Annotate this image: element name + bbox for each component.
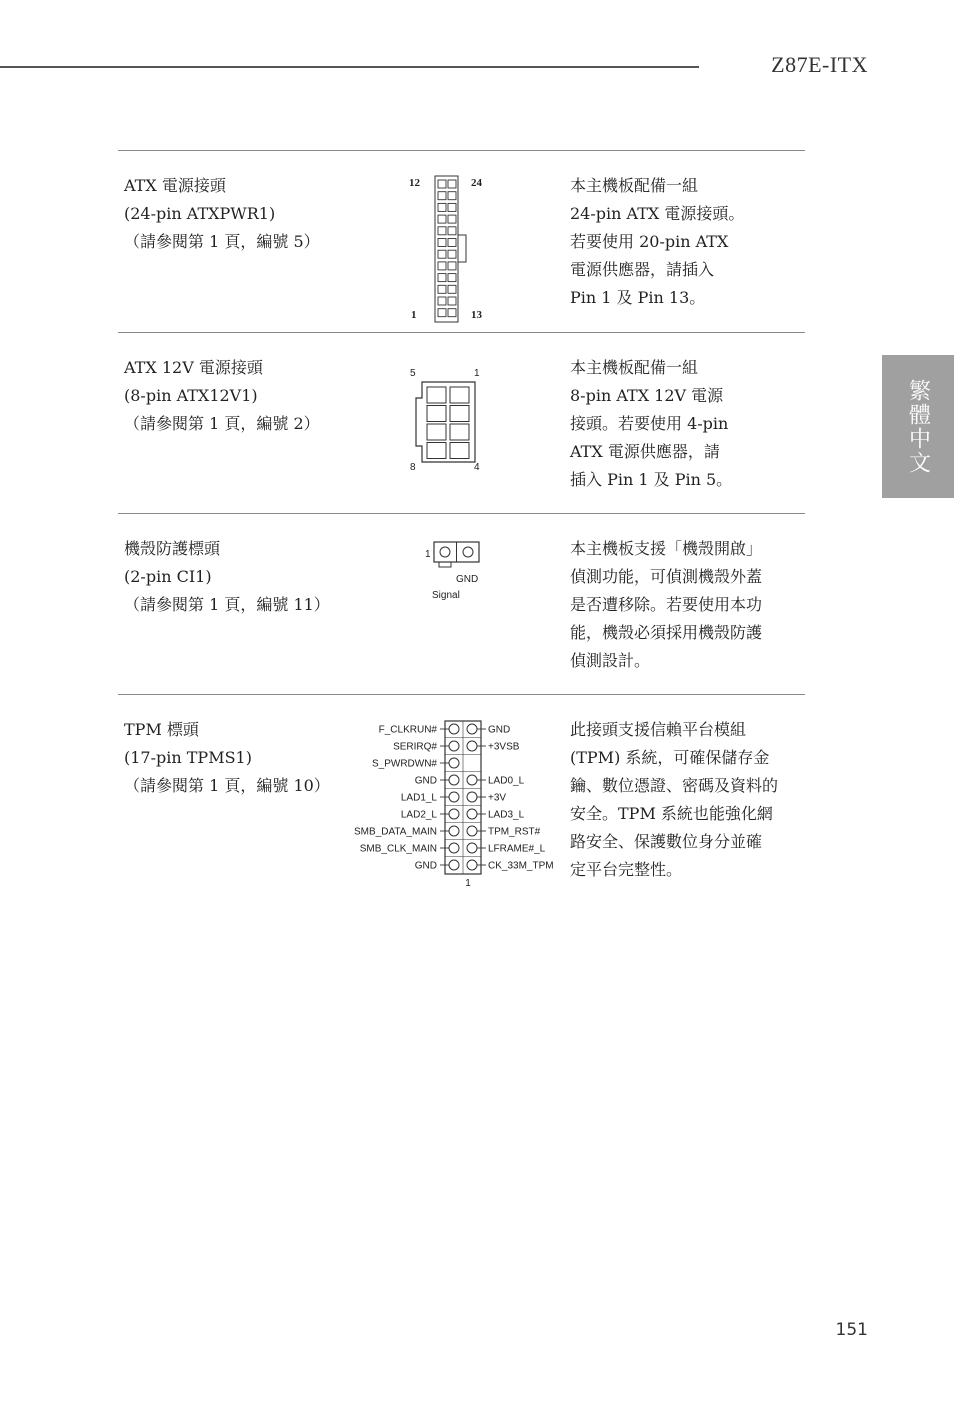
section-rule [118,513,805,514]
model-name: Z87E-ITX [771,52,868,77]
explanation-line: (TPM) 系統，可確保儲存金 [570,748,770,767]
connector-description [124,535,330,619]
pin-label-1: 1 [465,878,471,889]
pin-square [450,424,469,440]
connector-reference: （請參閱第 1 頁，編號 5） [124,232,320,251]
connector-explanation [570,716,802,884]
tpm-left-pin-label: LAD2_L [400,809,437,821]
explanation-line: 鑰、數位憑證、密碼及資料的 [570,776,779,795]
connector-description [124,354,320,438]
connector-latch [458,235,466,262]
section-rule [118,332,805,333]
explanation-line: 偵測功能，可偵測機殼外蓋 [570,567,763,586]
pin-circle [449,860,459,870]
pin-square [427,424,446,440]
pin-square [438,239,446,247]
chassis-intrusion-pin-diagram [424,539,504,609]
signal-lead [439,562,451,567]
pin-square [438,309,446,317]
pin-square [450,443,469,459]
pin-circle [449,843,459,853]
header-rule [0,66,699,68]
explanation-line: 路安全、保護數位身分並確 [570,832,763,851]
connector-title: ATX 12V 電源接頭 [124,358,263,377]
tpm-right-pin-label: +3VSB [488,741,520,753]
explanation-line: 本主機板配備一組 [570,358,699,377]
pin-label-bottom-left: 1 [411,309,417,321]
gnd-label: GND [456,574,479,585]
language-tab [882,355,954,498]
tpm-right-pin-label: LFRAME#_L [488,843,546,855]
pin-square [448,215,456,223]
connector-description [124,172,320,256]
pin-square [448,274,456,282]
connector-pin-info: (24-pin ATXPWR1) [124,204,276,223]
explanation-line: 安全。TPM 系統也能強化網 [570,804,773,823]
tpm-left-pin-label: SMB_DATA_MAIN [354,826,437,838]
connector-pin-info: (17-pin TPMS1) [124,748,252,767]
pin-square [427,387,446,403]
page-number: 151 [835,1320,868,1340]
connector-outline [435,176,458,322]
pin-circle [449,826,459,836]
tpm-pin-diagram [348,718,563,890]
tpm-left-pin-label: GND [414,860,437,872]
explanation-line: 插入 Pin 1 及 Pin 5。 [570,470,733,489]
section-rule [118,694,805,695]
pin-circle [467,741,477,751]
pin-square [438,227,446,235]
pin-label-top-right: 24 [471,177,482,189]
pin-square [438,180,446,188]
pin-square [448,262,456,270]
explanation-line: 本主機板支援「機殼開啟」 [570,539,763,558]
connector-pin-info: (8-pin ATX12V1) [124,386,258,405]
explanation-line: 24-pin ATX 電源接頭。 [570,204,745,223]
pin-square [427,406,446,422]
pin-label-1: 1 [425,549,431,560]
explanation-line: 電源供應器，請插入 [570,260,715,279]
explanation-line: 本主機板配備一組 [570,176,699,195]
connector-pin-info: (2-pin CI1) [124,567,212,586]
tpm-right-pin-label: LAD3_L [488,809,525,821]
pin-circle [467,792,477,802]
pin-circle [467,860,477,870]
tpm-left-pin-label: S_PWRDWN# [371,758,437,770]
explanation-line: 是否遭移除。若要使用本功 [570,595,763,614]
atx12v-pin-diagram [406,364,496,474]
pin-circle [467,809,477,819]
connector-title: 機殼防護標頭 [124,539,221,558]
pin-circle [449,741,459,751]
pin-label-top-right: 1 [474,368,480,379]
pin-square [438,262,446,270]
connector-title: ATX 電源接頭 [124,176,226,195]
pin-square [448,239,456,247]
pin-square [448,192,456,200]
tpm-right-pin-label: TPM_RST# [488,826,541,838]
tpm-left-pin-label: F_CLKRUN# [378,724,437,736]
connector-explanation [570,354,802,494]
pin-circle [449,758,459,768]
tpm-left-pin-label: SERIRQ# [393,741,437,753]
pin-square [448,297,456,305]
pin-circle [467,826,477,836]
connector-title: TPM 標頭 [124,720,199,739]
connector-reference: （請參閱第 1 頁，編號 11） [124,595,330,614]
tpm-left-pin-label: SMB_CLK_MAIN [359,843,437,855]
explanation-line: Pin 1 及 Pin 13。 [570,288,706,307]
pin-square [438,203,446,211]
tpm-right-pin-label: +3V [488,792,507,804]
pin-circle [449,809,459,819]
connector-explanation [570,172,802,312]
tpm-right-pin-label: GND [488,724,511,736]
pin-square [448,250,456,258]
pin-square [448,285,456,293]
explanation-line: ATX 電源供應器，請 [570,442,720,461]
pin-label-bottom-right: 13 [471,309,482,321]
explanation-line: 8-pin ATX 12V 電源 [570,386,724,405]
pin-square [438,215,446,223]
explanation-line: 能，機殼必須採用機殼防護 [570,623,763,642]
pin-square [438,250,446,258]
signal-label: Signal [432,590,460,601]
tpm-right-pin-label: LAD0_L [488,775,525,787]
connector-reference: （請參閱第 1 頁，編號 2） [124,414,320,433]
pin-square [448,309,456,317]
pin-square [448,227,456,235]
explanation-line: 此接頭支援信賴平台模組 [570,720,747,739]
explanation-line: 若要使用 20-pin ATX [570,232,729,251]
tpm-left-pin-label: LAD1_L [400,792,437,804]
atx24-pin-diagram [406,172,506,327]
pin-square [448,203,456,211]
pin-circle [449,724,459,734]
pin-circle [449,792,459,802]
section-rule [118,150,805,151]
pin-square [450,387,469,403]
pin-square [438,192,446,200]
pin-circle [467,843,477,853]
pin-label-top-left: 5 [410,368,416,379]
connector-explanation [570,535,802,675]
explanation-line: 偵測設計。 [570,651,651,670]
pin-signal [440,547,450,557]
tpm-right-pin-label: CK_33M_TPM [488,860,554,872]
pin-square [450,406,469,422]
pin-label-top-left: 12 [409,177,420,189]
pin-gnd [463,547,473,557]
tpm-left-pin-label: GND [414,775,437,787]
pin-square [438,285,446,293]
pin-label-bottom-left: 8 [410,462,416,473]
language-tab-label: 繁體中文 [905,378,931,475]
pin-circle [467,775,477,785]
explanation-line: 接頭。若要使用 4-pin [570,414,729,433]
pin-square [438,297,446,305]
connector-description [124,716,330,800]
pin-square [448,180,456,188]
connector-reference: （請參閱第 1 頁，編號 10） [124,776,330,795]
pin-square [427,443,446,459]
explanation-line: 定平台完整性。 [570,860,683,879]
pin-label-bottom-right: 4 [474,462,480,473]
pin-circle [449,775,459,785]
pin-square [438,274,446,282]
pin-circle [467,724,477,734]
